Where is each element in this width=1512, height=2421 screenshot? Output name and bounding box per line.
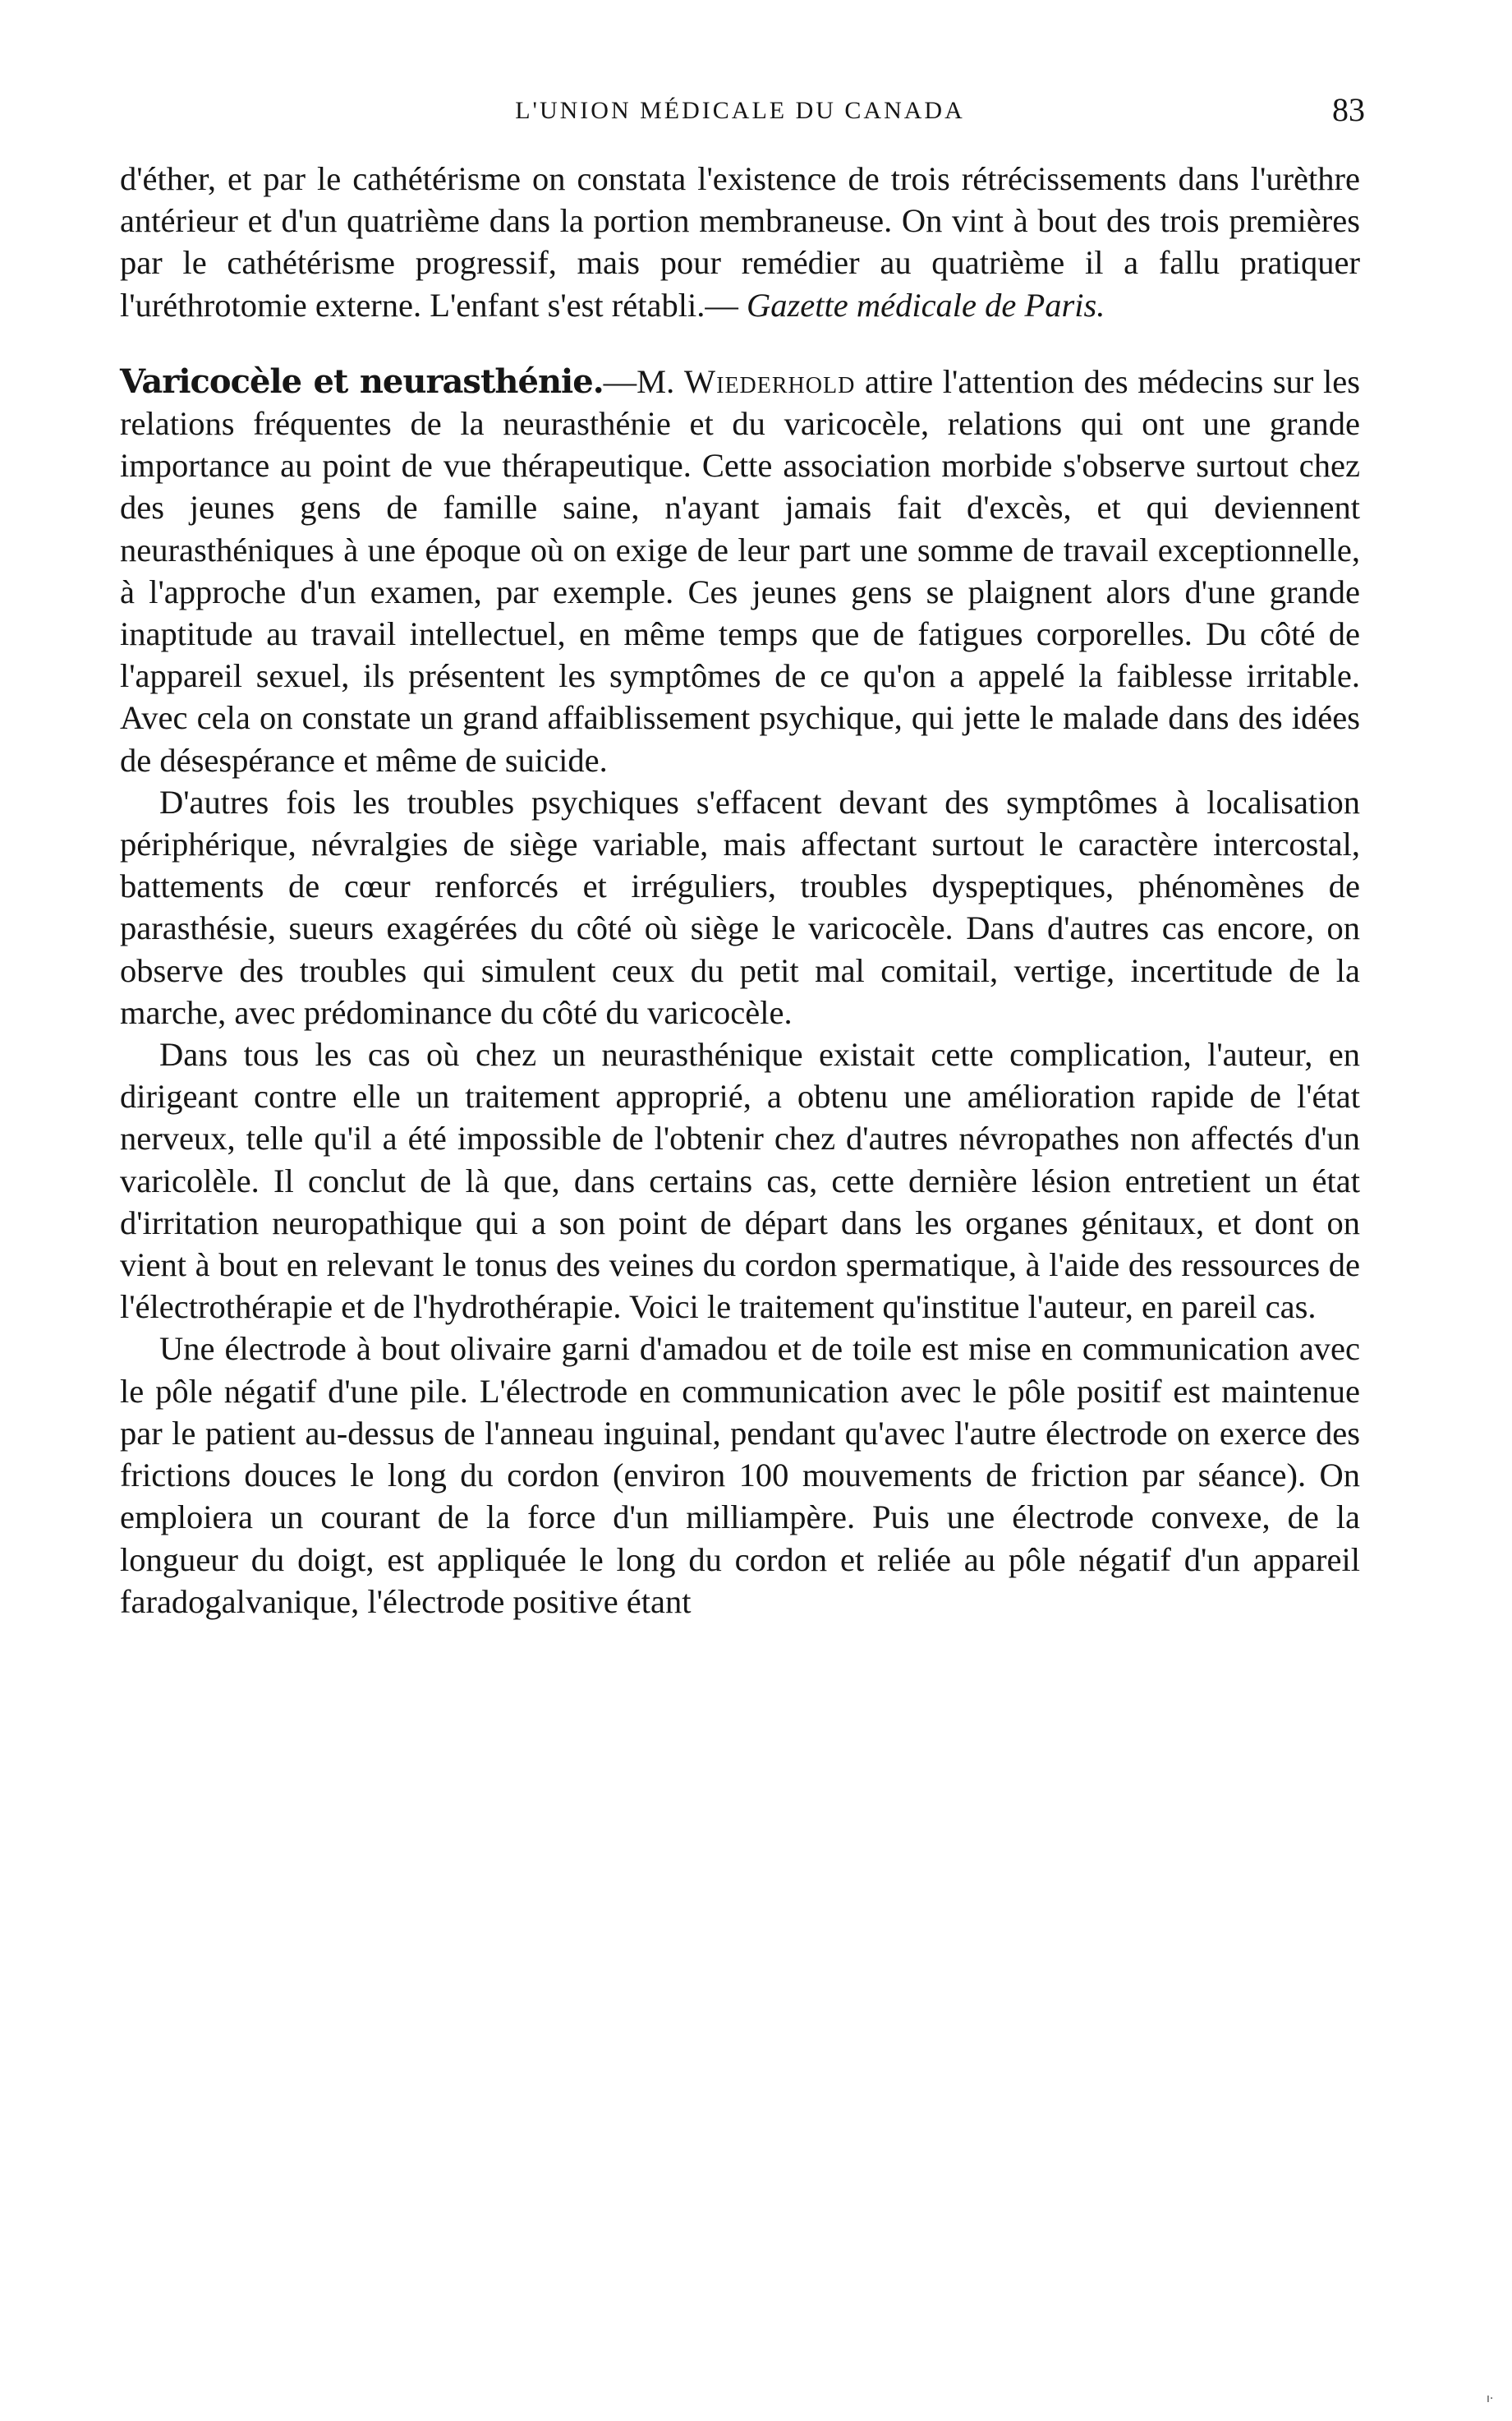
paragraph-varicocele-intro xyxy=(120,361,1360,781)
running-header xyxy=(120,90,1365,140)
paragraph-text: Une électrode à bout olivaire garni d'amadou et de toile est mise en communication avec le pôle négatif d'une pile. L'électrode en communication avec le pôle positif est maintenue par le patient au-dessus de l'anneau inguinal, pendant qu'avec l'autre électrode on exerce des frictions douces le long du cordon (environ 100 mouvements de friction par séance). On emploiera un courant de la force d'un milliampère. Puis une électrode convexe, de la longueur du doigt, est appliquée le long du cordon et reliée au pôle négatif d'un appareil faradogalvanique, l'électrode positive étant xyxy=(120,1330,1360,1620)
paragraph-text: attire l'attention des médecins sur les relations fréquentes de la neurasthénie et du varicocèle, relations qui ont une grande importance au point de vue thérapeutique. Cette association morbide s'observe surtout chez des jeunes gens de famille saine, n'ayant jamais fait d'excès, et qui deviennent neurasthéniques à une époque où on exige de leur part une somme de travail exceptionnelle, à l'approche d'un examen, par exemple. Ces jeunes gens se plaignent alors d'une grande inaptitude au travail intellectuel, en même temps que de fatigues corporelles. Du côté de l'appareil sexuel, ils présentent les symptômes de ce qu'on a appelé la faiblesse irritable. Avec cela on constate un grand affaiblissement psychique, qui jette le malade dans des idées de désespérance et même de suicide. xyxy=(120,362,1361,779)
paragraph-symptoms xyxy=(120,781,1360,1033)
paragraph-treatment-results xyxy=(120,1033,1360,1328)
paragraph-text: D'autres fois les troubles psychiques s'effacent devant des symptômes à localisation périphérique, névralgies de siège variable, mais affectant surtout le caractère intercostal, battements de cœur renforcés et irréguliers, troubles dyspeptiques, phénomènes de parasthésie, sueurs exagérées du côté où siège le varicocèle. Dans d'autres cas encore, on observe des troubles qui simulent ceux du petit mal comitail, vertige, incertitude de la marche, avec prédominance du côté du varicocèle. xyxy=(120,783,1360,1031)
paragraph-text: d'éther, et par le cathétérisme on constata l'existence de trois rétrécissements dans l'urèthre antérieur et d'un quatrième dans la portion membraneuse. On vint à bout des trois premières par le cathétérisme progressif, mais pour remédier au quatrième il a fallu pratiquer l'uréthrotomie externe. L'enfant s'est rétabli.— xyxy=(120,160,1360,324)
paragraph-electrode-procedure xyxy=(120,1328,1360,1622)
paragraph-text: Dans tous les cas où chez un neurasthénique existait cette complication, l'auteur, en dirigeant contre elle un traitement approprié, a obtenu une amélioration rapide de l'état nerveux, telle qu'il a été impossible de l'obtenir chez d'autres névropathes non affectés d'un varicolèle. Il conclut de là que, dans certains cas, cette dernière lésion entretient un état d'irritation neuropathique qui a son point de départ dans les organes génitaux, et dont on vient à bout en relevant le tonus des veines du cordon spermatique, à l'aide des ressources de l'électrothérapie et de l'hydrothérapie. Voici le traitement qu'institue l'auteur, en pareil cas. xyxy=(120,1036,1360,1326)
running-title: L'UNION MÉDICALE DU CANADA xyxy=(515,97,965,124)
page-number: 83 xyxy=(1332,91,1365,128)
journal-citation: Gazette médicale de Paris. xyxy=(747,286,1105,324)
author-name: Wiederhold xyxy=(683,362,856,400)
margin-mark: ı· xyxy=(1487,2392,1494,2405)
document-page xyxy=(120,90,1365,2374)
article-heading: Varicocèle et neurasthénie. xyxy=(120,361,604,401)
heading-dash: —M. xyxy=(603,362,684,400)
paragraph-urethra-case xyxy=(120,158,1360,326)
